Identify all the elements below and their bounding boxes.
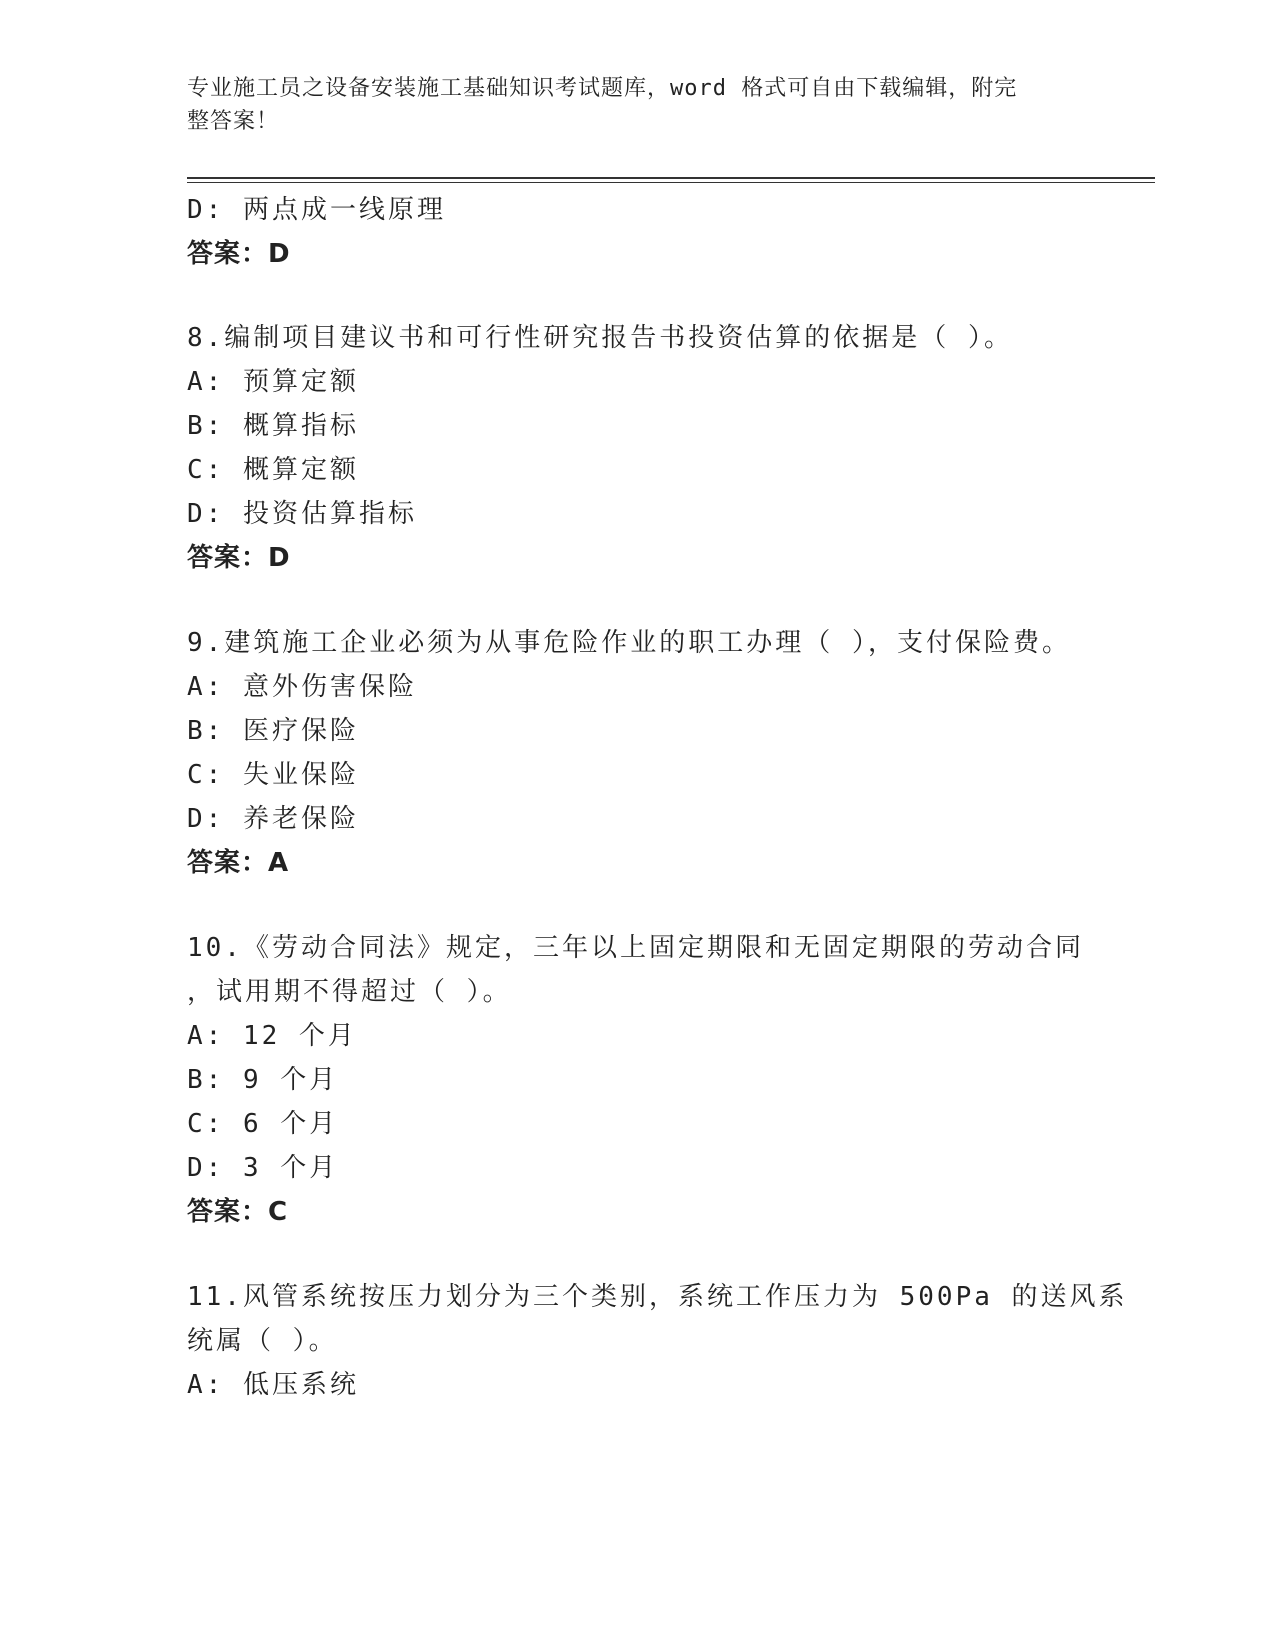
q8-answer: 答案：D (187, 543, 291, 573)
q9-option-d: D: 养老保险 (187, 804, 359, 834)
document-header (187, 72, 1067, 138)
q10-stem-line-2: ，试用期不得超过（ ）。 (187, 977, 512, 1007)
q9-option-b: B: 医疗保险 (187, 716, 359, 746)
q10-option-a: A: 12 个月 (187, 1021, 357, 1051)
q8-option-b: B: 概算指标 (187, 411, 359, 441)
q9-stem: 9.建筑施工企业必须为从事危险作业的职工办理（ ），支付保险费。 (187, 628, 1071, 658)
q10-option-c: C: 6 个月 (187, 1109, 339, 1139)
header-divider-bottom (187, 182, 1155, 183)
q8-option-d: D: 投资估算指标 (187, 499, 417, 529)
q8-option-a: A: 预算定额 (187, 367, 359, 397)
header-line-1: 专业施工员之设备安装施工基础知识考试题库，word 格式可自由下载编辑，附完 (187, 76, 1018, 101)
q11-option-a: A: 低压系统 (187, 1370, 359, 1400)
q9-option-a: A: 意外伤害保险 (187, 672, 417, 702)
q8-option-c: C: 概算定额 (187, 455, 359, 485)
header-line-2: 整答案！ (187, 109, 280, 134)
q11-stem-line-1: 11.风管系统按压力划分为三个类别，系统工作压力为 500Pa 的送风系 (187, 1282, 1128, 1312)
q10-answer: 答案：C (187, 1197, 289, 1227)
header-divider-top (187, 177, 1155, 179)
q10-stem-line-1: 10.《劳动合同法》规定，三年以上固定期限和无固定期限的劳动合同 (187, 933, 1084, 963)
prev-option-d: D: 两点成一线原理 (187, 195, 446, 225)
q11-stem-line-2: 统属（ ）。 (187, 1326, 338, 1356)
q9-answer: 答案：A (187, 848, 290, 878)
q8-stem: 8.编制项目建议书和可行性研究报告书投资估算的依据是（ ）。 (187, 323, 1013, 353)
q9-option-c: C: 失业保险 (187, 760, 359, 790)
prev-answer: 答案：D (187, 239, 291, 269)
q10-option-d: D: 3 个月 (187, 1153, 339, 1183)
q10-option-b: B: 9 个月 (187, 1065, 339, 1095)
